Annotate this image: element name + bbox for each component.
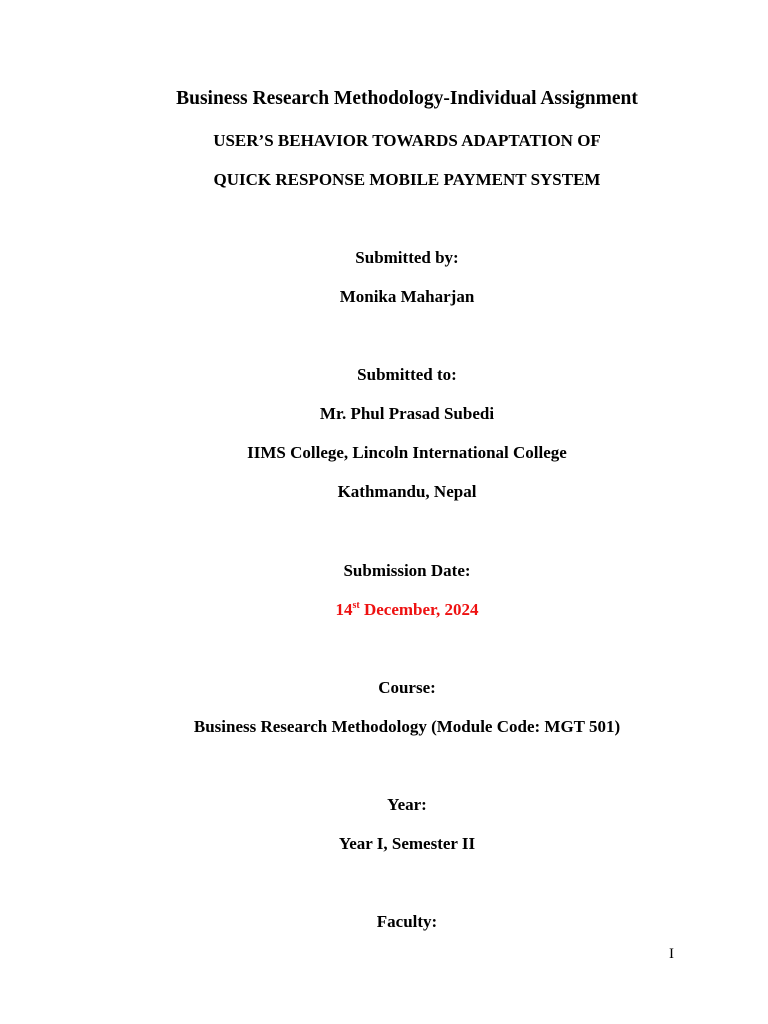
submitted-to-location: Kathmandu, Nepal bbox=[337, 482, 477, 501]
year-value: Year I, Semester II bbox=[338, 834, 476, 853]
submitted-by-name: Monika Maharjan bbox=[339, 287, 475, 306]
year-label: Year: bbox=[387, 795, 427, 814]
submitted-to-institution: IIMS College, Lincoln International College bbox=[247, 443, 567, 462]
document-title: Business Research Methodology-Individual Assignment bbox=[176, 88, 638, 109]
date-ordinal: st bbox=[352, 600, 360, 611]
topic-line-1: USER’S BEHAVIOR TOWARDS ADAPTATION OF bbox=[213, 131, 601, 150]
submitted-to-name: Mr. Phul Prasad Subedi bbox=[319, 404, 495, 423]
date-day: 14 bbox=[335, 600, 353, 619]
submission-date-value bbox=[46, 599, 768, 621]
date-rest: December, 2024 bbox=[359, 600, 479, 619]
faculty-label: Faculty: bbox=[376, 912, 438, 931]
course-label: Course: bbox=[378, 678, 436, 697]
page-number: I bbox=[669, 946, 674, 962]
submission-date-label: Submission Date: bbox=[343, 561, 471, 580]
submitted-to-label: Submitted to: bbox=[357, 365, 457, 384]
course-value: Business Research Methodology (Module Code: MGT 501) bbox=[193, 717, 621, 736]
topic-line-2: QUICK RESPONSE MOBILE PAYMENT SYSTEM bbox=[213, 170, 601, 189]
submitted-by-label: Submitted by: bbox=[355, 248, 459, 267]
